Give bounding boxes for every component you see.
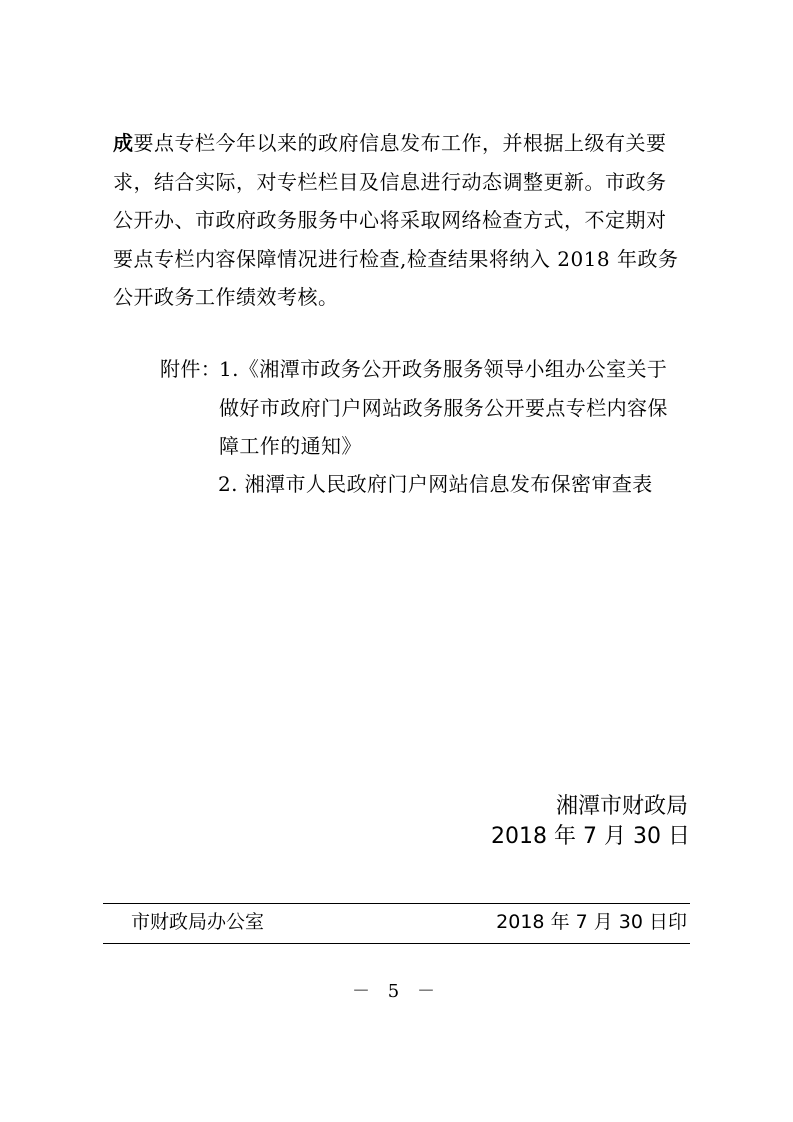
attachments-label: 附件： bbox=[160, 357, 222, 381]
attachments-section bbox=[160, 350, 700, 466]
body-line-2: 求，结合实际，对专栏栏目及信息进行动态调整更新。市政务 bbox=[113, 169, 667, 194]
page-number: － 5 － bbox=[352, 981, 441, 1002]
body-line-3: 公开办、市政府政务服务中心将采取网络检查方式，不定期对 bbox=[113, 208, 667, 232]
body-line-1-text: 要点专栏今年以来的政府信息发布工作，并根据上级有关要 bbox=[133, 131, 667, 155]
footer-printed-date: 2018 年 7 月 30 日印 bbox=[496, 911, 687, 933]
attachment-item-1-line-2: 做好市政府门户网站政务服务公开要点专栏内容保 bbox=[219, 395, 668, 420]
footer-top-rule bbox=[103, 903, 690, 904]
footer-issuer: 市财政局办公室 bbox=[131, 911, 265, 933]
signature-date: 2018 年 7 月 30 日 bbox=[491, 824, 690, 849]
footer-bottom-rule bbox=[103, 943, 690, 944]
attachment-item-1-line-1: 1.《湘潭市政务公开政务服务领导小组办公室关于 bbox=[219, 357, 668, 381]
body-first-char: 成 bbox=[113, 131, 134, 155]
signature-organization: 湘潭市财政局 bbox=[555, 794, 688, 819]
body-paragraph bbox=[113, 124, 693, 317]
body-line-1 bbox=[113, 124, 693, 163]
attachment-item-1-line-3: 障工作的通知》 bbox=[219, 434, 362, 458]
body-line-5: 公开政务工作绩效考核。 bbox=[113, 285, 339, 309]
attachment-item-2: 2. 湘潭市人民政府门户网站信息发布保密审查表 bbox=[218, 472, 653, 496]
body-line-4: 要点专栏内容保障情况进行检查,检查结果将纳入 2018 年政务 bbox=[113, 246, 679, 271]
signature-block bbox=[491, 792, 690, 852]
attachment-item-1 bbox=[160, 350, 700, 389]
